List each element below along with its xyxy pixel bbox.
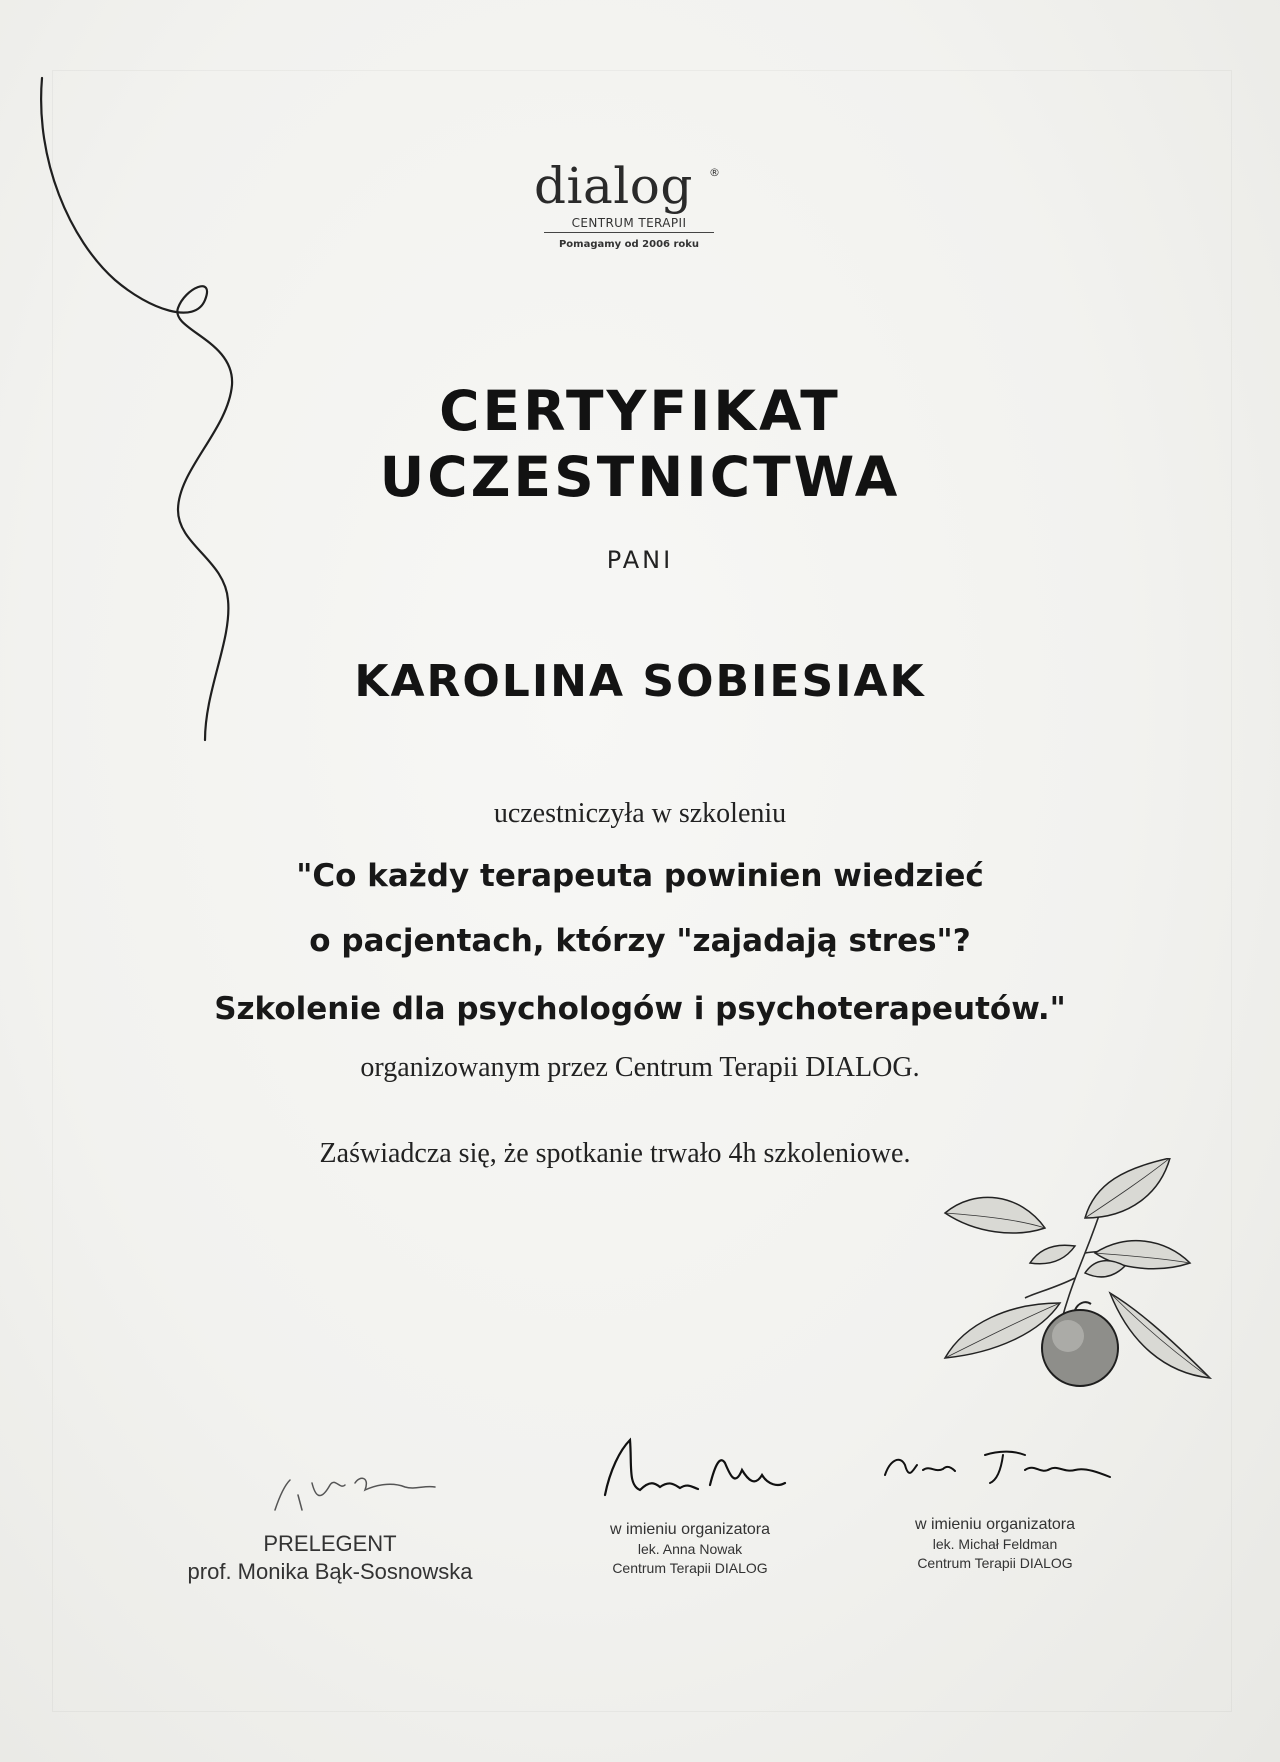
registered-mark: ® <box>709 166 720 179</box>
signature-name-lecturer: prof. Monika Bąk-Sosnowska <box>187 1559 473 1584</box>
training-title-line1: "Co każdy terapeuta powinien wiedzieć <box>296 858 984 894</box>
duration-text: Zaświadcza się, że spotkanie trwało 4h szkoleniowe. <box>319 1138 911 1169</box>
signature-block-organizer-2 <box>865 1425 1125 1573</box>
logo-divider <box>544 232 714 233</box>
signature-role-lecturer: PRELEGENT <box>263 1531 397 1556</box>
signature-name-organizer-2: lek. Michał Feldman <box>932 1536 1058 1552</box>
logo-subtitle: CENTRUM TERAPII <box>571 216 687 230</box>
signature-block-organizer-1 <box>560 1425 820 1578</box>
handwritten-signature-organizer-2 <box>875 1425 1115 1510</box>
organizer-text: organizowanym przez Centrum Terapii DIALOG. <box>360 1052 920 1083</box>
signature-role-organizer-1: w imieniu organizatora <box>609 1521 771 1538</box>
signature-name-organizer-1: lek. Anna Nowak <box>637 1541 743 1557</box>
botanical-illustration <box>935 1158 1215 1398</box>
participation-text: uczestniczyła w szkoleniu <box>493 798 787 829</box>
salutation: PANI <box>606 546 674 574</box>
signature-role-organizer-2: w imieniu organizatora <box>914 1516 1076 1533</box>
logo-wordmark: dialog <box>534 157 693 215</box>
handwritten-signature-organizer-1 <box>580 1425 800 1515</box>
training-title-line3: Szkolenie dla psychologów i psychoterapeutów." <box>214 991 1066 1027</box>
certificate-title-line1: CERTYFIKAT <box>439 379 841 443</box>
certificate-title-line2: UCZESTNICTWA <box>379 445 901 509</box>
recipient-name: KAROLINA SOBIESIAK <box>354 656 926 707</box>
signature-org-organizer-1: Centrum Terapii DIALOG <box>612 1560 768 1576</box>
signature-org-organizer-2: Centrum Terapii DIALOG <box>917 1555 1073 1571</box>
dialog-logo <box>534 157 734 250</box>
handwritten-signature-lecturer <box>220 1455 440 1525</box>
training-title-line2: o pacjentach, którzy "zajadają stres"? <box>309 923 971 959</box>
signature-block-lecturer <box>175 1455 485 1586</box>
logo-tagline: Pomagamy od 2006 roku <box>558 239 700 250</box>
